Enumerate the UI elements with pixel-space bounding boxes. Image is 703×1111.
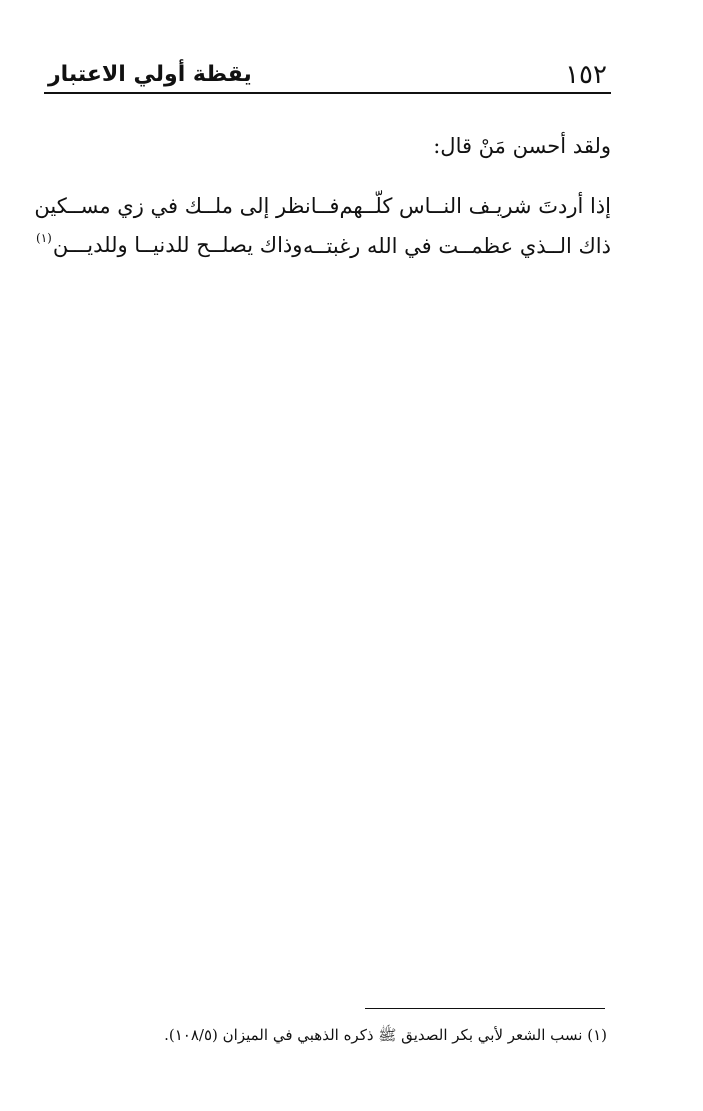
- page-header: [44, 52, 611, 94]
- second-hemistich-wrapper: [36, 227, 302, 266]
- second-hemistich: فــانظر إلى ملــك في زي مســكين: [34, 194, 340, 218]
- first-hemistich: ذاك الــذي عظمــت في الله رغبتــه: [302, 234, 611, 258]
- first-hemistich: إذا أردتَ شريـف النــاس كلّــهم: [339, 194, 611, 218]
- poem-verse: [36, 226, 611, 266]
- second-hemistich: وذاك يصلــح للدنيــا وللديـــن: [52, 232, 303, 257]
- footnote-text: (١) نسب الشعر لأبي بكر الصديق ﷺ ذكره الذهبي في الميزان (١٠٨/٥).: [164, 1026, 607, 1044]
- book-title: يقظة أولي الاعتبار: [48, 62, 252, 87]
- page-number: ١٥٢: [565, 60, 607, 90]
- footnote-reference[interactable]: (١): [36, 230, 52, 245]
- intro-line: ولقد أحسن مَنْ قال:: [433, 134, 611, 158]
- poem-verse: [36, 186, 611, 226]
- footnote-divider: [365, 1008, 605, 1009]
